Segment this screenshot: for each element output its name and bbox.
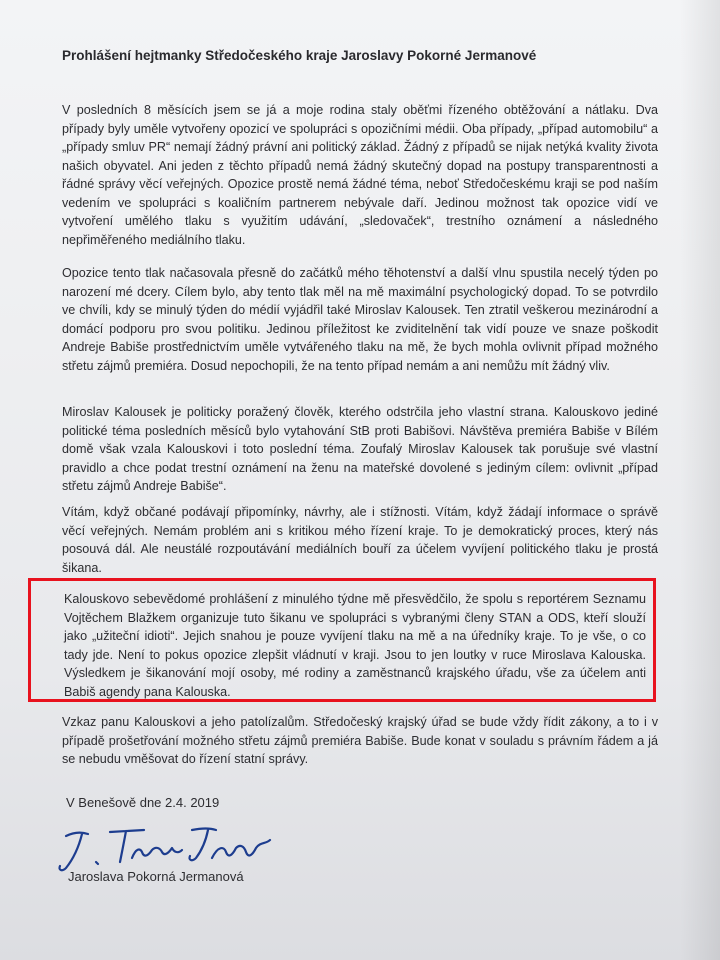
paragraph-1: V posledních 8 měsících jsem se já a moje rodina staly oběťmi řízeného obtěžování a nátlaku. Dva případy byly uměle vytvořeny opozicí ve spolupráci s opozičními médii. Oba případy, „případ automobilu“ a „případy smluv PR“ nemají žádný právní ani politický základ. Žádný z případů se nijak netýká kvality života našich obyvatel. Ani jeden z těchto případů nemá žádný skutečný dopad na postupy transparentnosti a řádné správy věcí veřejných. Opozice prostě nemá žádné téma, neboť Středočeskému kraji se pod naším vedením ve spolupráci s koaličním partnerem nebývale daří. Jedinou možnost tak opozice vidí ve vytvoření umělého tlaku s využitím udávání, „sledovaček“, trestního oznámení a následného nepřiměřeného mediálního tlaku. xyxy=(62,103,658,247)
date-line: V Benešově dne 2.4. 2019 xyxy=(66,795,220,810)
paragraph-6: Vzkaz panu Kalouskovi a jeho patolízalům. Středočeský krajský úřad se bude vždy řídit zákony, a to i v případě prošetřování možného střetu zájmů premiéra Babiše. Bude konat v souladu s právním řádem a já se nebudu vměšovat do řízení statní správy. xyxy=(62,715,658,766)
paragraph-5-highlighted: Kalouskovo sebevědomé prohlášení z minulého týdne mě přesvědčilo, že spolu s reportérem Seznamu Vojtěchem Blažkem organizuje tuto šikanu ve spolupráci s vybranými členy STAN a ODS, kteří slouží jako „užiteční idioti“. Jejich snahou je pouze vyvíjení tlaku na mě a na úředníky kraje. To je vše, o co tady jde. Není to pokus opozice zlepšit vládnutí v kraji. Jsou to jen loutky v ruce Miroslava Kalouska. Výsledkem je šikanování mojí osoby, mé rodiny a zaměstnanců krajského úřadu, vše za účelem anti Babiš agendy pana Kalouska. xyxy=(64,592,646,699)
document-title: Prohlášení hejtmanky Středočeského kraje Jaroslavy Pokorné Jermanové xyxy=(62,48,537,63)
signatory-name: Jaroslava Pokorná Jermanová xyxy=(68,869,244,884)
paragraph-4: Vítám, když občané podávají připomínky, návrhy, ale i stížnosti. Vítám, když žádají informace o správě věcí veřejných. Nemám problém ani s kritikou mého řízení kraje. To je demokratický proces, který nás posouvá dál. Ale neustálé rozpoutávání mediálních bouří za účelem vyvíjení politického tlaku je prostá šikana. xyxy=(62,505,658,575)
paragraph-3: Miroslav Kalousek je politicky poražený člověk, kterého odstrčila jeho vlastní strana. Kalouskovo jediné politické téma posledních měsíců bylo vytahování StB proti Babišovi. Návštěva premiéra Babiše v Bílém domě však vzala Kalouskovi i toto poslední téma. Zoufalý Miroslav Kalousek tak porušuje své vlastní pravidlo a chce podat trestní oznámení na ženu na mateřské dovolené s jediným cílem: ovlivnit „případ střetu zájmů Andreje Babiše“. xyxy=(62,405,658,493)
paragraph-2: Opozice tento tlak načasovala přesně do začátků mého těhotenství a další vlnu spustila necelý týden po narození mé dcery. Cílem bylo, aby tento tlak měl na mě maximální psychologický dopad. To se potvrdilo ve chvíli, kdy se minulý týden do médií vyjádřil také Miroslav Kalousek. Ten ztratil veškerou mezinárodní a domácí podporu pro svou politiku. Jedinou příležitost ke zviditelnění tak vidí pouze ve snaze poškodit Andreje Babiše prostřednictvím uměle vytvářeného tlaku na mě, že bych mohla ovlivnit případ možného střetu zájmů premiéra. Dosud nepochopili, že na tento případ nemám a ani nemůžu mít žádný vliv. xyxy=(62,266,658,373)
